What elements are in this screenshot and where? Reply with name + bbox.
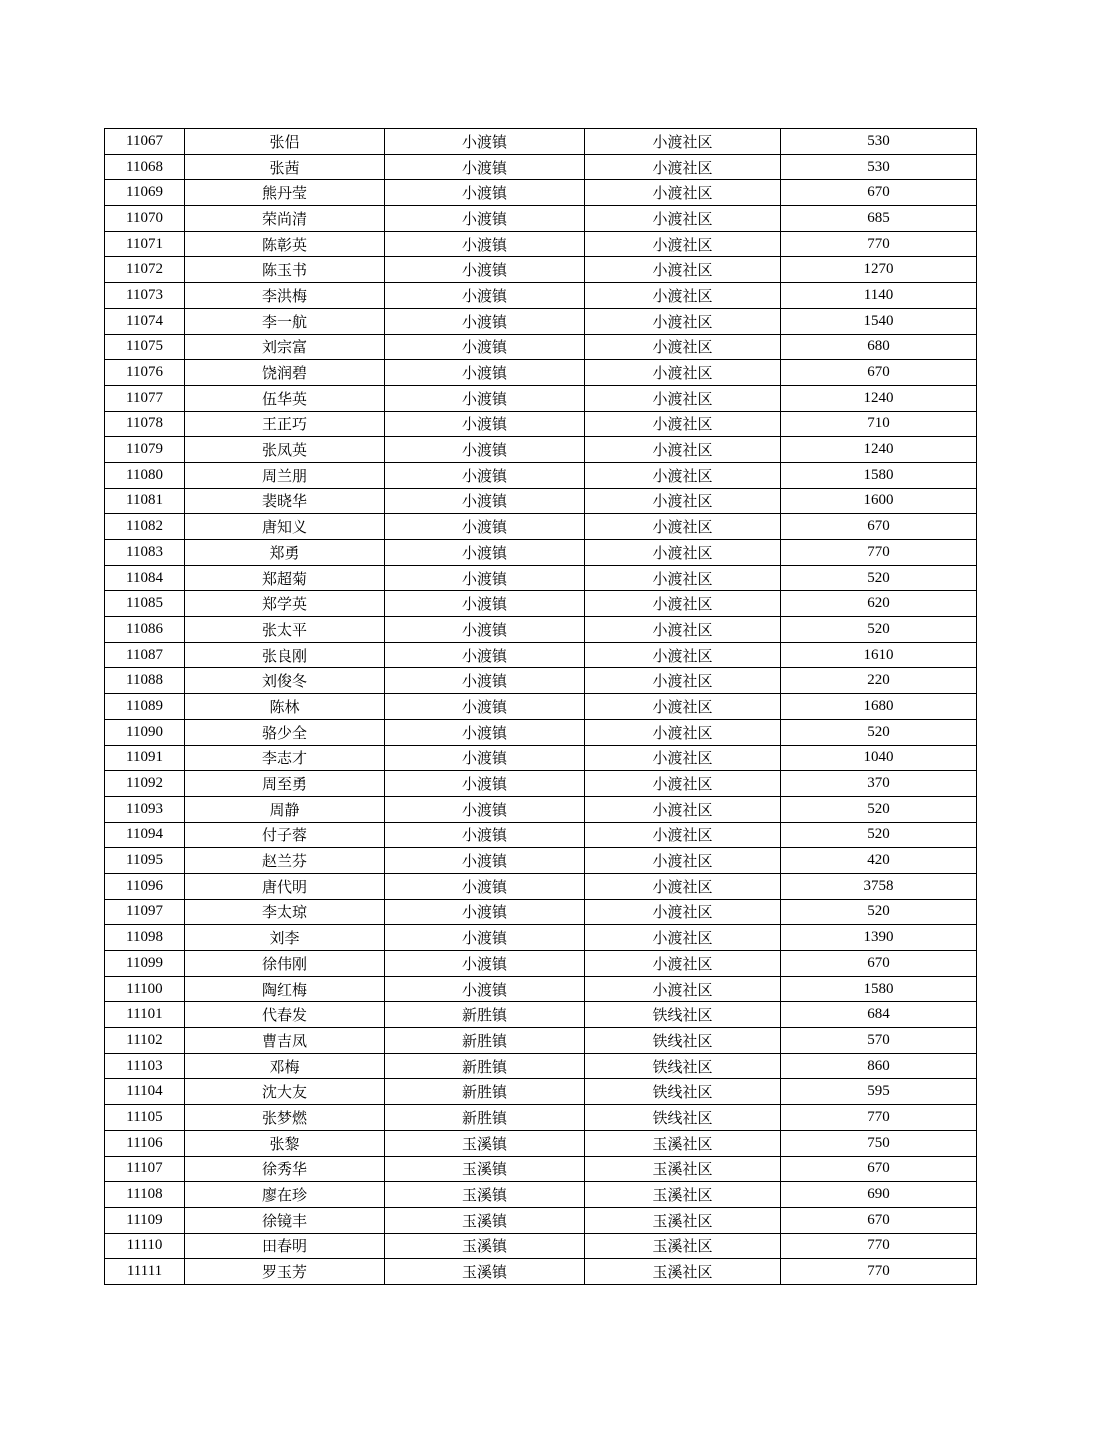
cell-town: 小渡镇 <box>385 591 585 617</box>
cell-town: 小渡镇 <box>385 565 585 591</box>
cell-town: 小渡镇 <box>385 899 585 925</box>
cell-id: 11067 <box>105 129 185 155</box>
cell-amount: 1580 <box>781 462 977 488</box>
cell-id: 11107 <box>105 1156 185 1182</box>
cell-amount: 1040 <box>781 745 977 771</box>
cell-town: 小渡镇 <box>385 514 585 540</box>
table-row <box>105 617 977 643</box>
cell-town: 小渡镇 <box>385 411 585 437</box>
cell-town: 小渡镇 <box>385 642 585 668</box>
cell-community: 铁线社区 <box>585 1053 781 1079</box>
cell-town: 小渡镇 <box>385 617 585 643</box>
table-row <box>105 334 977 360</box>
cell-name: 赵兰芬 <box>185 848 385 874</box>
cell-id: 11089 <box>105 694 185 720</box>
cell-community: 小渡社区 <box>585 822 781 848</box>
cell-community: 小渡社区 <box>585 283 781 309</box>
table-row <box>105 1182 977 1208</box>
cell-id: 11103 <box>105 1053 185 1079</box>
cell-town: 玉溪镇 <box>385 1130 585 1156</box>
table-row <box>105 873 977 899</box>
cell-town: 小渡镇 <box>385 694 585 720</box>
cell-name: 伍华英 <box>185 385 385 411</box>
cell-amount: 684 <box>781 1002 977 1028</box>
cell-amount: 770 <box>781 540 977 566</box>
cell-id: 11072 <box>105 257 185 283</box>
cell-name: 曹吉凤 <box>185 1028 385 1054</box>
cell-town: 小渡镇 <box>385 180 585 206</box>
cell-amount: 3758 <box>781 873 977 899</box>
cell-town: 玉溪镇 <box>385 1233 585 1259</box>
cell-id: 11087 <box>105 642 185 668</box>
cell-town: 小渡镇 <box>385 334 585 360</box>
cell-community: 小渡社区 <box>585 617 781 643</box>
cell-amount: 670 <box>781 180 977 206</box>
cell-amount: 685 <box>781 206 977 232</box>
cell-town: 新胜镇 <box>385 1002 585 1028</box>
cell-amount: 595 <box>781 1079 977 1105</box>
table-row <box>105 462 977 488</box>
cell-name: 陈彰英 <box>185 231 385 257</box>
cell-name: 骆少全 <box>185 719 385 745</box>
cell-town: 小渡镇 <box>385 437 585 463</box>
table-row <box>105 514 977 540</box>
cell-amount: 860 <box>781 1053 977 1079</box>
cell-amount: 670 <box>781 1156 977 1182</box>
cell-name: 沈大友 <box>185 1079 385 1105</box>
cell-amount: 770 <box>781 1105 977 1131</box>
table-row <box>105 1002 977 1028</box>
cell-town: 玉溪镇 <box>385 1259 585 1285</box>
cell-name: 罗玉芳 <box>185 1259 385 1285</box>
cell-town: 新胜镇 <box>385 1028 585 1054</box>
cell-id: 11110 <box>105 1233 185 1259</box>
cell-name: 饶润碧 <box>185 360 385 386</box>
cell-community: 玉溪社区 <box>585 1259 781 1285</box>
cell-name: 邓梅 <box>185 1053 385 1079</box>
cell-amount: 530 <box>781 129 977 155</box>
cell-amount: 1680 <box>781 694 977 720</box>
cell-community: 小渡社区 <box>585 514 781 540</box>
cell-id: 11111 <box>105 1259 185 1285</box>
cell-name: 廖在珍 <box>185 1182 385 1208</box>
table-row <box>105 154 977 180</box>
cell-community: 小渡社区 <box>585 154 781 180</box>
table-row <box>105 565 977 591</box>
cell-amount: 670 <box>781 1207 977 1233</box>
cell-community: 小渡社区 <box>585 925 781 951</box>
cell-name: 王正巧 <box>185 411 385 437</box>
cell-town: 新胜镇 <box>385 1105 585 1131</box>
cell-name: 唐代明 <box>185 873 385 899</box>
table-row <box>105 540 977 566</box>
cell-amount: 520 <box>781 822 977 848</box>
cell-community: 玉溪社区 <box>585 1182 781 1208</box>
cell-name: 徐伟刚 <box>185 951 385 977</box>
cell-community: 小渡社区 <box>585 719 781 745</box>
data-table <box>104 128 977 1285</box>
cell-name: 刘李 <box>185 925 385 951</box>
cell-id: 11101 <box>105 1002 185 1028</box>
cell-community: 玉溪社区 <box>585 1130 781 1156</box>
cell-name: 代春发 <box>185 1002 385 1028</box>
cell-name: 陈玉书 <box>185 257 385 283</box>
cell-community: 小渡社区 <box>585 437 781 463</box>
cell-id: 11076 <box>105 360 185 386</box>
cell-town: 小渡镇 <box>385 231 585 257</box>
cell-id: 11071 <box>105 231 185 257</box>
cell-community: 小渡社区 <box>585 951 781 977</box>
cell-id: 11095 <box>105 848 185 874</box>
cell-name: 郑学英 <box>185 591 385 617</box>
cell-amount: 670 <box>781 951 977 977</box>
cell-amount: 520 <box>781 796 977 822</box>
cell-name: 张凤英 <box>185 437 385 463</box>
cell-id: 11102 <box>105 1028 185 1054</box>
cell-name: 刘俊冬 <box>185 668 385 694</box>
cell-town: 小渡镇 <box>385 257 585 283</box>
cell-community: 小渡社区 <box>585 899 781 925</box>
cell-id: 11086 <box>105 617 185 643</box>
cell-community: 小渡社区 <box>585 206 781 232</box>
cell-amount: 710 <box>781 411 977 437</box>
cell-amount: 1140 <box>781 283 977 309</box>
cell-id: 11094 <box>105 822 185 848</box>
cell-community: 玉溪社区 <box>585 1156 781 1182</box>
cell-id: 11073 <box>105 283 185 309</box>
cell-town: 小渡镇 <box>385 745 585 771</box>
cell-amount: 520 <box>781 565 977 591</box>
cell-community: 小渡社区 <box>585 129 781 155</box>
table-row <box>105 206 977 232</box>
cell-amount: 670 <box>781 360 977 386</box>
cell-id: 11084 <box>105 565 185 591</box>
cell-town: 小渡镇 <box>385 462 585 488</box>
cell-amount: 520 <box>781 719 977 745</box>
cell-community: 铁线社区 <box>585 1105 781 1131</box>
cell-community: 玉溪社区 <box>585 1233 781 1259</box>
cell-name: 张茜 <box>185 154 385 180</box>
table-row <box>105 951 977 977</box>
cell-name: 荣尚清 <box>185 206 385 232</box>
cell-community: 小渡社区 <box>585 796 781 822</box>
cell-name: 李志才 <box>185 745 385 771</box>
cell-id: 11081 <box>105 488 185 514</box>
cell-community: 小渡社区 <box>585 642 781 668</box>
cell-town: 小渡镇 <box>385 719 585 745</box>
cell-id: 11096 <box>105 873 185 899</box>
cell-amount: 1580 <box>781 976 977 1002</box>
cell-community: 铁线社区 <box>585 1079 781 1105</box>
cell-community: 小渡社区 <box>585 668 781 694</box>
cell-town: 新胜镇 <box>385 1079 585 1105</box>
cell-name: 周至勇 <box>185 771 385 797</box>
cell-amount: 770 <box>781 1259 977 1285</box>
table-row <box>105 848 977 874</box>
cell-town: 小渡镇 <box>385 796 585 822</box>
cell-community: 小渡社区 <box>585 848 781 874</box>
cell-town: 小渡镇 <box>385 951 585 977</box>
cell-id: 11074 <box>105 308 185 334</box>
table-row <box>105 1259 977 1285</box>
cell-town: 小渡镇 <box>385 488 585 514</box>
cell-community: 小渡社区 <box>585 771 781 797</box>
table-row <box>105 360 977 386</box>
table-row <box>105 591 977 617</box>
cell-id: 11083 <box>105 540 185 566</box>
cell-id: 11104 <box>105 1079 185 1105</box>
cell-name: 李一航 <box>185 308 385 334</box>
cell-name: 熊丹莹 <box>185 180 385 206</box>
table-row <box>105 719 977 745</box>
table-row <box>105 231 977 257</box>
cell-id: 11100 <box>105 976 185 1002</box>
cell-community: 小渡社区 <box>585 360 781 386</box>
cell-town: 小渡镇 <box>385 129 585 155</box>
cell-id: 11068 <box>105 154 185 180</box>
cell-name: 刘宗富 <box>185 334 385 360</box>
table-row <box>105 1079 977 1105</box>
cell-amount: 570 <box>781 1028 977 1054</box>
cell-id: 11080 <box>105 462 185 488</box>
cell-id: 11105 <box>105 1105 185 1131</box>
cell-community: 小渡社区 <box>585 231 781 257</box>
cell-town: 小渡镇 <box>385 976 585 1002</box>
cell-id: 11079 <box>105 437 185 463</box>
cell-amount: 690 <box>781 1182 977 1208</box>
cell-name: 张黎 <box>185 1130 385 1156</box>
cell-name: 张良刚 <box>185 642 385 668</box>
cell-id: 11099 <box>105 951 185 977</box>
cell-town: 玉溪镇 <box>385 1207 585 1233</box>
table-row <box>105 129 977 155</box>
table-row <box>105 899 977 925</box>
cell-town: 小渡镇 <box>385 822 585 848</box>
cell-name: 张梦燃 <box>185 1105 385 1131</box>
cell-town: 小渡镇 <box>385 873 585 899</box>
cell-community: 小渡社区 <box>585 257 781 283</box>
cell-community: 玉溪社区 <box>585 1207 781 1233</box>
table-row <box>105 411 977 437</box>
cell-community: 铁线社区 <box>585 1002 781 1028</box>
table-row <box>105 1156 977 1182</box>
cell-id: 11093 <box>105 796 185 822</box>
table-row <box>105 796 977 822</box>
table-row <box>105 925 977 951</box>
cell-amount: 420 <box>781 848 977 874</box>
table-row <box>105 283 977 309</box>
table-row <box>105 308 977 334</box>
cell-community: 小渡社区 <box>585 488 781 514</box>
cell-id: 11069 <box>105 180 185 206</box>
cell-name: 周兰朋 <box>185 462 385 488</box>
table-row <box>105 257 977 283</box>
cell-amount: 670 <box>781 514 977 540</box>
cell-amount: 680 <box>781 334 977 360</box>
cell-amount: 530 <box>781 154 977 180</box>
cell-name: 李太琼 <box>185 899 385 925</box>
cell-amount: 220 <box>781 668 977 694</box>
cell-town: 玉溪镇 <box>385 1182 585 1208</box>
table-row <box>105 1207 977 1233</box>
cell-town: 小渡镇 <box>385 154 585 180</box>
cell-community: 小渡社区 <box>585 411 781 437</box>
cell-town: 小渡镇 <box>385 925 585 951</box>
cell-town: 小渡镇 <box>385 771 585 797</box>
table-row <box>105 976 977 1002</box>
table-row <box>105 1053 977 1079</box>
cell-id: 11091 <box>105 745 185 771</box>
cell-town: 小渡镇 <box>385 668 585 694</box>
cell-id: 11108 <box>105 1182 185 1208</box>
cell-name: 张太平 <box>185 617 385 643</box>
table-row <box>105 385 977 411</box>
cell-name: 徐镜丰 <box>185 1207 385 1233</box>
cell-community: 小渡社区 <box>585 308 781 334</box>
cell-id: 11106 <box>105 1130 185 1156</box>
cell-id: 11077 <box>105 385 185 411</box>
cell-town: 小渡镇 <box>385 206 585 232</box>
table-row <box>105 642 977 668</box>
cell-amount: 1240 <box>781 437 977 463</box>
cell-name: 唐知义 <box>185 514 385 540</box>
cell-amount: 370 <box>781 771 977 797</box>
cell-town: 小渡镇 <box>385 283 585 309</box>
cell-name: 徐秀华 <box>185 1156 385 1182</box>
table-row <box>105 180 977 206</box>
cell-community: 铁线社区 <box>585 1028 781 1054</box>
cell-id: 11092 <box>105 771 185 797</box>
table-row <box>105 1105 977 1131</box>
cell-name: 陈林 <box>185 694 385 720</box>
table-row <box>105 822 977 848</box>
cell-amount: 1390 <box>781 925 977 951</box>
cell-id: 11088 <box>105 668 185 694</box>
cell-community: 小渡社区 <box>585 180 781 206</box>
table-row <box>105 1028 977 1054</box>
cell-community: 小渡社区 <box>585 694 781 720</box>
cell-community: 小渡社区 <box>585 334 781 360</box>
cell-name: 张侣 <box>185 129 385 155</box>
cell-amount: 1240 <box>781 385 977 411</box>
cell-amount: 1610 <box>781 642 977 668</box>
cell-town: 新胜镇 <box>385 1053 585 1079</box>
cell-name: 付子蓉 <box>185 822 385 848</box>
table-row <box>105 437 977 463</box>
cell-community: 小渡社区 <box>585 976 781 1002</box>
cell-id: 11078 <box>105 411 185 437</box>
cell-id: 11085 <box>105 591 185 617</box>
cell-town: 小渡镇 <box>385 360 585 386</box>
cell-name: 田春明 <box>185 1233 385 1259</box>
cell-amount: 1270 <box>781 257 977 283</box>
cell-id: 11075 <box>105 334 185 360</box>
cell-amount: 770 <box>781 231 977 257</box>
cell-town: 小渡镇 <box>385 308 585 334</box>
cell-id: 11097 <box>105 899 185 925</box>
cell-id: 11070 <box>105 206 185 232</box>
cell-community: 小渡社区 <box>585 565 781 591</box>
cell-community: 小渡社区 <box>585 591 781 617</box>
cell-community: 小渡社区 <box>585 873 781 899</box>
cell-name: 郑勇 <box>185 540 385 566</box>
document-page <box>104 128 977 1285</box>
cell-amount: 770 <box>781 1233 977 1259</box>
cell-amount: 620 <box>781 591 977 617</box>
cell-name: 裴晓华 <box>185 488 385 514</box>
table-row <box>105 745 977 771</box>
cell-name: 周静 <box>185 796 385 822</box>
cell-town: 小渡镇 <box>385 848 585 874</box>
cell-community: 小渡社区 <box>585 385 781 411</box>
cell-community: 小渡社区 <box>585 745 781 771</box>
cell-community: 小渡社区 <box>585 462 781 488</box>
table-row <box>105 1233 977 1259</box>
cell-id: 11082 <box>105 514 185 540</box>
cell-community: 小渡社区 <box>585 540 781 566</box>
cell-id: 11090 <box>105 719 185 745</box>
cell-name: 李洪梅 <box>185 283 385 309</box>
table-row <box>105 1130 977 1156</box>
cell-town: 小渡镇 <box>385 385 585 411</box>
cell-amount: 1540 <box>781 308 977 334</box>
table-row <box>105 694 977 720</box>
cell-amount: 750 <box>781 1130 977 1156</box>
cell-amount: 520 <box>781 617 977 643</box>
cell-amount: 520 <box>781 899 977 925</box>
cell-name: 陶红梅 <box>185 976 385 1002</box>
cell-id: 11098 <box>105 925 185 951</box>
table-row <box>105 488 977 514</box>
cell-town: 玉溪镇 <box>385 1156 585 1182</box>
table-body <box>105 129 977 1285</box>
table-row <box>105 668 977 694</box>
cell-name: 郑超菊 <box>185 565 385 591</box>
cell-town: 小渡镇 <box>385 540 585 566</box>
table-row <box>105 771 977 797</box>
cell-id: 11109 <box>105 1207 185 1233</box>
cell-amount: 1600 <box>781 488 977 514</box>
